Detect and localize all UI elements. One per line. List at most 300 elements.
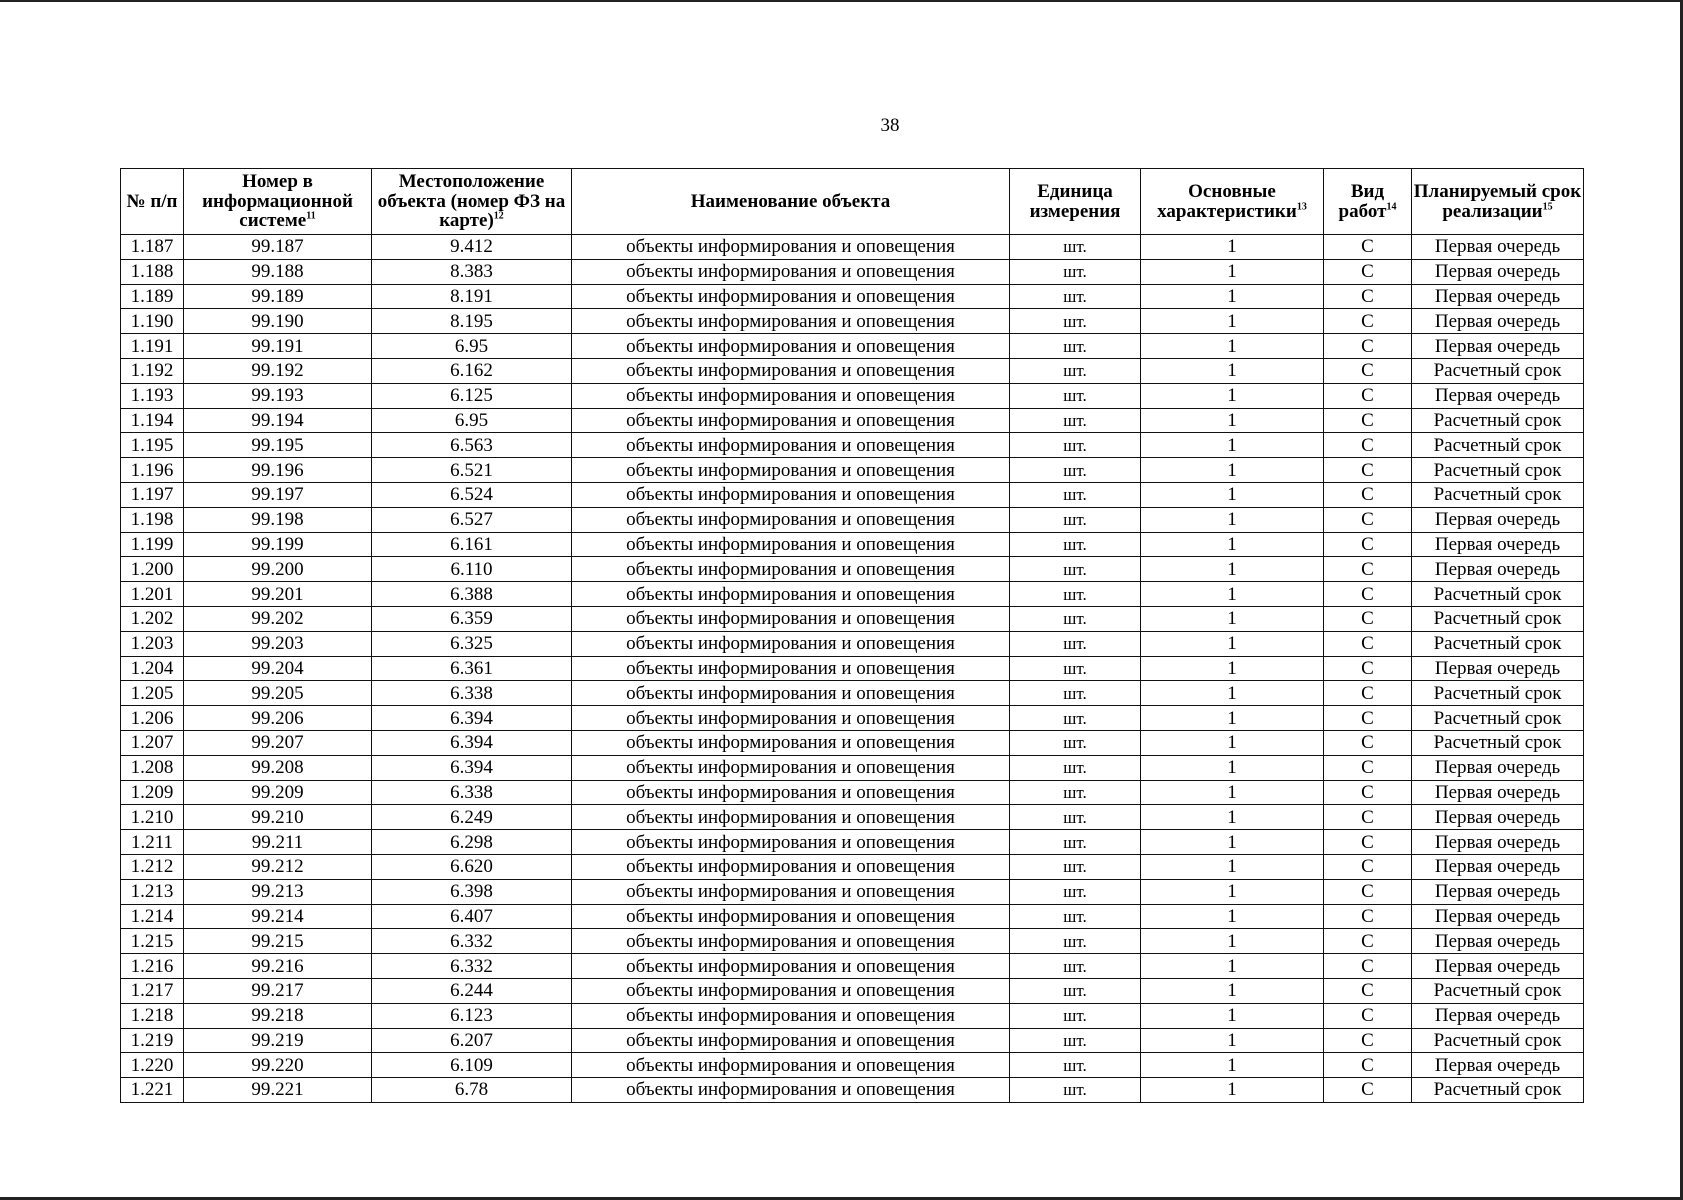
cell-characteristics: 1: [1141, 334, 1324, 359]
cell-characteristics: 1: [1141, 606, 1324, 631]
cell-location: 6.388: [372, 582, 572, 607]
cell-location: 6.298: [372, 830, 572, 855]
cell-num: 1.212: [121, 854, 184, 879]
cell-term: Расчетный срок: [1412, 408, 1584, 433]
cell-term: Первая очередь: [1412, 854, 1584, 879]
cell-work-type: С: [1324, 606, 1412, 631]
cell-characteristics: 1: [1141, 805, 1324, 830]
cell-object-name: объекты информирования и оповещения: [572, 582, 1010, 607]
cell-term: Расчетный срок: [1412, 1078, 1584, 1103]
cell-num: 1.193: [121, 383, 184, 408]
cell-object-name: объекты информирования и оповещения: [572, 830, 1010, 855]
cell-unit: шт.: [1010, 706, 1141, 731]
cell-term: Первая очередь: [1412, 334, 1584, 359]
cell-object-name: объекты информирования и оповещения: [572, 334, 1010, 359]
table-row: [121, 582, 1584, 607]
cell-num: 1.208: [121, 755, 184, 780]
cell-object-name: объекты информирования и оповещения: [572, 730, 1010, 755]
cell-work-type: С: [1324, 532, 1412, 557]
cell-characteristics: 1: [1141, 780, 1324, 805]
cell-characteristics: 1: [1141, 433, 1324, 458]
cell-num: 1.219: [121, 1028, 184, 1053]
cell-term: Первая очередь: [1412, 284, 1584, 309]
cell-location: 9.412: [372, 235, 572, 260]
cell-characteristics: 1: [1141, 482, 1324, 507]
cell-unit: шт.: [1010, 433, 1141, 458]
cell-work-type: С: [1324, 458, 1412, 483]
cell-unit: шт.: [1010, 458, 1141, 483]
cell-reg-number: 99.190: [184, 309, 372, 334]
cell-characteristics: 1: [1141, 656, 1324, 681]
cell-unit: шт.: [1010, 358, 1141, 383]
cell-term: Расчетный срок: [1412, 706, 1584, 731]
table-row: [121, 780, 1584, 805]
cell-unit: шт.: [1010, 1003, 1141, 1028]
cell-unit: шт.: [1010, 879, 1141, 904]
cell-num: 1.187: [121, 235, 184, 260]
cell-term: Первая очередь: [1412, 259, 1584, 284]
cell-work-type: С: [1324, 358, 1412, 383]
cell-term: Расчетный срок: [1412, 582, 1584, 607]
cell-reg-number: 99.220: [184, 1053, 372, 1078]
cell-unit: шт.: [1010, 978, 1141, 1003]
header-name: Наименование объекта: [572, 169, 1010, 235]
cell-object-name: объекты информирования и оповещения: [572, 780, 1010, 805]
cell-num: 1.204: [121, 656, 184, 681]
cell-unit: шт.: [1010, 557, 1141, 582]
cell-reg-number: 99.187: [184, 235, 372, 260]
table-row: [121, 1078, 1584, 1103]
table-row: [121, 482, 1584, 507]
cell-term: Первая очередь: [1412, 830, 1584, 855]
cell-unit: шт.: [1010, 284, 1141, 309]
cell-characteristics: 1: [1141, 557, 1324, 582]
cell-location: 6.524: [372, 482, 572, 507]
cell-characteristics: 1: [1141, 358, 1324, 383]
cell-unit: шт.: [1010, 830, 1141, 855]
cell-reg-number: 99.213: [184, 879, 372, 904]
cell-location: 6.332: [372, 929, 572, 954]
cell-work-type: С: [1324, 482, 1412, 507]
cell-location: 6.521: [372, 458, 572, 483]
cell-work-type: С: [1324, 879, 1412, 904]
cell-location: 6.110: [372, 557, 572, 582]
cell-work-type: С: [1324, 259, 1412, 284]
table-row: [121, 507, 1584, 532]
cell-reg-number: 99.212: [184, 854, 372, 879]
cell-unit: шт.: [1010, 507, 1141, 532]
cell-reg-number: 99.207: [184, 730, 372, 755]
cell-reg-number: 99.195: [184, 433, 372, 458]
cell-characteristics: 1: [1141, 408, 1324, 433]
cell-unit: шт.: [1010, 482, 1141, 507]
cell-object-name: объекты информирования и оповещения: [572, 1028, 1010, 1053]
cell-work-type: С: [1324, 706, 1412, 731]
cell-characteristics: 1: [1141, 582, 1324, 607]
table-row: [121, 235, 1584, 260]
cell-location: 6.359: [372, 606, 572, 631]
cell-location: 8.191: [372, 284, 572, 309]
cell-work-type: С: [1324, 235, 1412, 260]
cell-location: 6.207: [372, 1028, 572, 1053]
cell-object-name: объекты информирования и оповещения: [572, 656, 1010, 681]
cell-term: Первая очередь: [1412, 954, 1584, 979]
cell-unit: шт.: [1010, 681, 1141, 706]
cell-num: 1.188: [121, 259, 184, 284]
cell-num: 1.200: [121, 557, 184, 582]
cell-location: 6.109: [372, 1053, 572, 1078]
table-row: [121, 706, 1584, 731]
cell-characteristics: 1: [1141, 730, 1324, 755]
cell-work-type: С: [1324, 854, 1412, 879]
cell-object-name: объекты информирования и оповещения: [572, 557, 1010, 582]
cell-location: 6.338: [372, 681, 572, 706]
cell-object-name: объекты информирования и оповещения: [572, 681, 1010, 706]
cell-reg-number: 99.205: [184, 681, 372, 706]
table-row: [121, 1028, 1584, 1053]
cell-num: 1.215: [121, 929, 184, 954]
cell-location: 6.394: [372, 730, 572, 755]
cell-work-type: С: [1324, 1078, 1412, 1103]
cell-term: Расчетный срок: [1412, 358, 1584, 383]
cell-characteristics: 1: [1141, 1053, 1324, 1078]
cell-reg-number: 99.203: [184, 631, 372, 656]
cell-num: 1.202: [121, 606, 184, 631]
table-row: [121, 681, 1584, 706]
header-location: Местоположение объекта (номер ФЗ на карте)$^{12}$: [372, 169, 572, 235]
cell-num: 1.216: [121, 954, 184, 979]
cell-characteristics: 1: [1141, 631, 1324, 656]
cell-work-type: С: [1324, 557, 1412, 582]
cell-object-name: объекты информирования и оповещения: [572, 532, 1010, 557]
cell-unit: шт.: [1010, 904, 1141, 929]
cell-work-type: С: [1324, 284, 1412, 309]
cell-num: 1.191: [121, 334, 184, 359]
cell-num: 1.197: [121, 482, 184, 507]
cell-object-name: объекты информирования и оповещения: [572, 284, 1010, 309]
cell-term: Первая очередь: [1412, 780, 1584, 805]
table-row: [121, 532, 1584, 557]
table-row: [121, 954, 1584, 979]
cell-num: 1.192: [121, 358, 184, 383]
cell-location: 6.527: [372, 507, 572, 532]
cell-location: 8.195: [372, 309, 572, 334]
table-row: [121, 259, 1584, 284]
cell-unit: шт.: [1010, 259, 1141, 284]
cell-reg-number: 99.200: [184, 557, 372, 582]
cell-unit: шт.: [1010, 631, 1141, 656]
cell-location: 6.361: [372, 656, 572, 681]
cell-reg-number: 99.192: [184, 358, 372, 383]
cell-num: 1.201: [121, 582, 184, 607]
cell-characteristics: 1: [1141, 904, 1324, 929]
cell-num: 1.190: [121, 309, 184, 334]
cell-num: 1.207: [121, 730, 184, 755]
cell-unit: шт.: [1010, 582, 1141, 607]
cell-term: Первая очередь: [1412, 904, 1584, 929]
cell-term: Первая очередь: [1412, 1053, 1584, 1078]
cell-characteristics: 1: [1141, 681, 1324, 706]
cell-work-type: С: [1324, 681, 1412, 706]
cell-term: Первая очередь: [1412, 755, 1584, 780]
cell-reg-number: 99.201: [184, 582, 372, 607]
cell-object-name: объекты информирования и оповещения: [572, 978, 1010, 1003]
cell-term: Первая очередь: [1412, 507, 1584, 532]
cell-characteristics: 1: [1141, 1003, 1324, 1028]
cell-num: 1.217: [121, 978, 184, 1003]
cell-num: 1.205: [121, 681, 184, 706]
cell-unit: шт.: [1010, 954, 1141, 979]
table-body: [121, 235, 1584, 1103]
cell-work-type: С: [1324, 830, 1412, 855]
cell-reg-number: 99.216: [184, 954, 372, 979]
header-unit: Единица измерения: [1010, 169, 1141, 235]
cell-work-type: С: [1324, 433, 1412, 458]
cell-num: 1.221: [121, 1078, 184, 1103]
cell-characteristics: 1: [1141, 830, 1324, 855]
cell-work-type: С: [1324, 334, 1412, 359]
page-border-top: [0, 0, 1683, 2]
cell-object-name: объекты информирования и оповещения: [572, 606, 1010, 631]
cell-num: 1.214: [121, 904, 184, 929]
table-row: [121, 631, 1584, 656]
cell-work-type: С: [1324, 730, 1412, 755]
cell-term: Расчетный срок: [1412, 458, 1584, 483]
cell-num: 1.199: [121, 532, 184, 557]
table-row: [121, 656, 1584, 681]
table-row: [121, 929, 1584, 954]
cell-reg-number: 99.202: [184, 606, 372, 631]
cell-characteristics: 1: [1141, 1028, 1324, 1053]
cell-object-name: объекты информирования и оповещения: [572, 904, 1010, 929]
cell-term: Расчетный срок: [1412, 631, 1584, 656]
table-row: [121, 606, 1584, 631]
cell-object-name: объекты информирования и оповещения: [572, 631, 1010, 656]
cell-object-name: объекты информирования и оповещения: [572, 1003, 1010, 1028]
cell-term: Расчетный срок: [1412, 433, 1584, 458]
cell-term: Первая очередь: [1412, 383, 1584, 408]
cell-location: 6.95: [372, 408, 572, 433]
cell-object-name: объекты информирования и оповещения: [572, 854, 1010, 879]
cell-object-name: объекты информирования и оповещения: [572, 1078, 1010, 1103]
table-row: [121, 358, 1584, 383]
cell-term: Расчетный срок: [1412, 730, 1584, 755]
cell-object-name: объекты информирования и оповещения: [572, 309, 1010, 334]
header-num: № п/п: [121, 169, 184, 235]
cell-term: Первая очередь: [1412, 805, 1584, 830]
cell-reg-number: 99.219: [184, 1028, 372, 1053]
cell-location: 6.244: [372, 978, 572, 1003]
cell-num: 1.195: [121, 433, 184, 458]
cell-num: 1.196: [121, 458, 184, 483]
cell-characteristics: 1: [1141, 954, 1324, 979]
cell-reg-number: 99.209: [184, 780, 372, 805]
cell-num: 1.194: [121, 408, 184, 433]
cell-reg-number: 99.198: [184, 507, 372, 532]
cell-unit: шт.: [1010, 1078, 1141, 1103]
cell-location: 6.394: [372, 706, 572, 731]
cell-reg-number: 99.199: [184, 532, 372, 557]
header-term: Планируемый срок реализации$^{15}$: [1412, 169, 1584, 235]
cell-unit: шт.: [1010, 383, 1141, 408]
header-work-type: Вид работ$^{14}$: [1324, 169, 1412, 235]
cell-location: 6.123: [372, 1003, 572, 1028]
cell-term: Первая очередь: [1412, 879, 1584, 904]
cell-work-type: С: [1324, 656, 1412, 681]
cell-location: 6.95: [372, 334, 572, 359]
cell-characteristics: 1: [1141, 929, 1324, 954]
cell-work-type: С: [1324, 978, 1412, 1003]
table-row: [121, 334, 1584, 359]
cell-work-type: С: [1324, 954, 1412, 979]
cell-unit: шт.: [1010, 755, 1141, 780]
cell-term: Расчетный срок: [1412, 978, 1584, 1003]
cell-num: 1.198: [121, 507, 184, 532]
cell-work-type: С: [1324, 1003, 1412, 1028]
table-row: [121, 458, 1584, 483]
cell-num: 1.220: [121, 1053, 184, 1078]
cell-term: Расчетный срок: [1412, 482, 1584, 507]
cell-reg-number: 99.191: [184, 334, 372, 359]
cell-work-type: С: [1324, 755, 1412, 780]
cell-work-type: С: [1324, 1028, 1412, 1053]
cell-object-name: объекты информирования и оповещения: [572, 235, 1010, 260]
cell-work-type: С: [1324, 929, 1412, 954]
cell-location: 6.398: [372, 879, 572, 904]
page-number: 38: [880, 115, 900, 136]
header-characteristics: Основные характеристики$^{13}$: [1141, 169, 1324, 235]
cell-object-name: объекты информирования и оповещения: [572, 458, 1010, 483]
table-row: [121, 805, 1584, 830]
table-row: [121, 1003, 1584, 1028]
cell-term: Первая очередь: [1412, 656, 1584, 681]
cell-unit: шт.: [1010, 656, 1141, 681]
cell-reg-number: 99.188: [184, 259, 372, 284]
cell-reg-number: 99.189: [184, 284, 372, 309]
table-row: [121, 284, 1584, 309]
objects-table: [120, 168, 1584, 1103]
cell-term: Расчетный срок: [1412, 681, 1584, 706]
cell-num: 1.210: [121, 805, 184, 830]
cell-location: 6.162: [372, 358, 572, 383]
cell-location: 6.125: [372, 383, 572, 408]
cell-object-name: объекты информирования и оповещения: [572, 1053, 1010, 1078]
cell-unit: шт.: [1010, 780, 1141, 805]
cell-reg-number: 99.215: [184, 929, 372, 954]
cell-unit: шт.: [1010, 606, 1141, 631]
cell-object-name: объекты информирования и оповещения: [572, 805, 1010, 830]
table-row: [121, 309, 1584, 334]
cell-reg-number: 99.218: [184, 1003, 372, 1028]
cell-work-type: С: [1324, 631, 1412, 656]
cell-num: 1.209: [121, 780, 184, 805]
cell-characteristics: 1: [1141, 383, 1324, 408]
cell-reg-number: 99.204: [184, 656, 372, 681]
cell-unit: шт.: [1010, 334, 1141, 359]
cell-work-type: С: [1324, 582, 1412, 607]
cell-object-name: объекты информирования и оповещения: [572, 358, 1010, 383]
cell-reg-number: 99.193: [184, 383, 372, 408]
cell-work-type: С: [1324, 507, 1412, 532]
cell-num: 1.203: [121, 631, 184, 656]
cell-location: 6.161: [372, 532, 572, 557]
cell-characteristics: 1: [1141, 1078, 1324, 1103]
table-row: [121, 730, 1584, 755]
cell-location: 6.78: [372, 1078, 572, 1103]
cell-object-name: объекты информирования и оповещения: [572, 706, 1010, 731]
table-row: [121, 879, 1584, 904]
cell-unit: шт.: [1010, 532, 1141, 557]
cell-unit: шт.: [1010, 235, 1141, 260]
cell-work-type: С: [1324, 309, 1412, 334]
cell-work-type: С: [1324, 805, 1412, 830]
cell-reg-number: 99.211: [184, 830, 372, 855]
cell-characteristics: 1: [1141, 458, 1324, 483]
cell-location: 6.249: [372, 805, 572, 830]
cell-characteristics: 1: [1141, 309, 1324, 334]
cell-work-type: С: [1324, 904, 1412, 929]
cell-location: 6.620: [372, 854, 572, 879]
header-reg-number: Номер в информационной системе$^{11}$: [184, 169, 372, 235]
cell-term: Расчетный срок: [1412, 606, 1584, 631]
cell-reg-number: 99.214: [184, 904, 372, 929]
cell-location: 8.383: [372, 259, 572, 284]
cell-characteristics: 1: [1141, 259, 1324, 284]
cell-object-name: объекты информирования и оповещения: [572, 929, 1010, 954]
cell-unit: шт.: [1010, 805, 1141, 830]
cell-object-name: объекты информирования и оповещения: [572, 408, 1010, 433]
cell-location: 6.394: [372, 755, 572, 780]
table-row: [121, 978, 1584, 1003]
cell-location: 6.338: [372, 780, 572, 805]
table-row: [121, 408, 1584, 433]
table-row: [121, 755, 1584, 780]
cell-characteristics: 1: [1141, 235, 1324, 260]
cell-work-type: С: [1324, 383, 1412, 408]
cell-reg-number: 99.210: [184, 805, 372, 830]
cell-work-type: С: [1324, 780, 1412, 805]
table-row: [121, 854, 1584, 879]
cell-reg-number: 99.217: [184, 978, 372, 1003]
cell-location: 6.332: [372, 954, 572, 979]
cell-unit: шт.: [1010, 1028, 1141, 1053]
cell-characteristics: 1: [1141, 879, 1324, 904]
cell-object-name: объекты информирования и оповещения: [572, 433, 1010, 458]
cell-object-name: объекты информирования и оповещения: [572, 259, 1010, 284]
cell-object-name: объекты информирования и оповещения: [572, 879, 1010, 904]
cell-reg-number: 99.197: [184, 482, 372, 507]
table-row: [121, 557, 1584, 582]
cell-characteristics: 1: [1141, 854, 1324, 879]
cell-location: 6.563: [372, 433, 572, 458]
cell-location: 6.407: [372, 904, 572, 929]
cell-num: 1.189: [121, 284, 184, 309]
cell-term: Первая очередь: [1412, 929, 1584, 954]
cell-unit: шт.: [1010, 1053, 1141, 1078]
cell-location: 6.325: [372, 631, 572, 656]
cell-characteristics: 1: [1141, 532, 1324, 557]
cell-num: 1.213: [121, 879, 184, 904]
cell-unit: шт.: [1010, 730, 1141, 755]
cell-term: Первая очередь: [1412, 309, 1584, 334]
cell-object-name: объекты информирования и оповещения: [572, 507, 1010, 532]
cell-object-name: объекты информирования и оповещения: [572, 755, 1010, 780]
cell-term: Первая очередь: [1412, 235, 1584, 260]
cell-reg-number: 99.194: [184, 408, 372, 433]
cell-reg-number: 99.206: [184, 706, 372, 731]
table-row: [121, 433, 1584, 458]
cell-work-type: С: [1324, 1053, 1412, 1078]
